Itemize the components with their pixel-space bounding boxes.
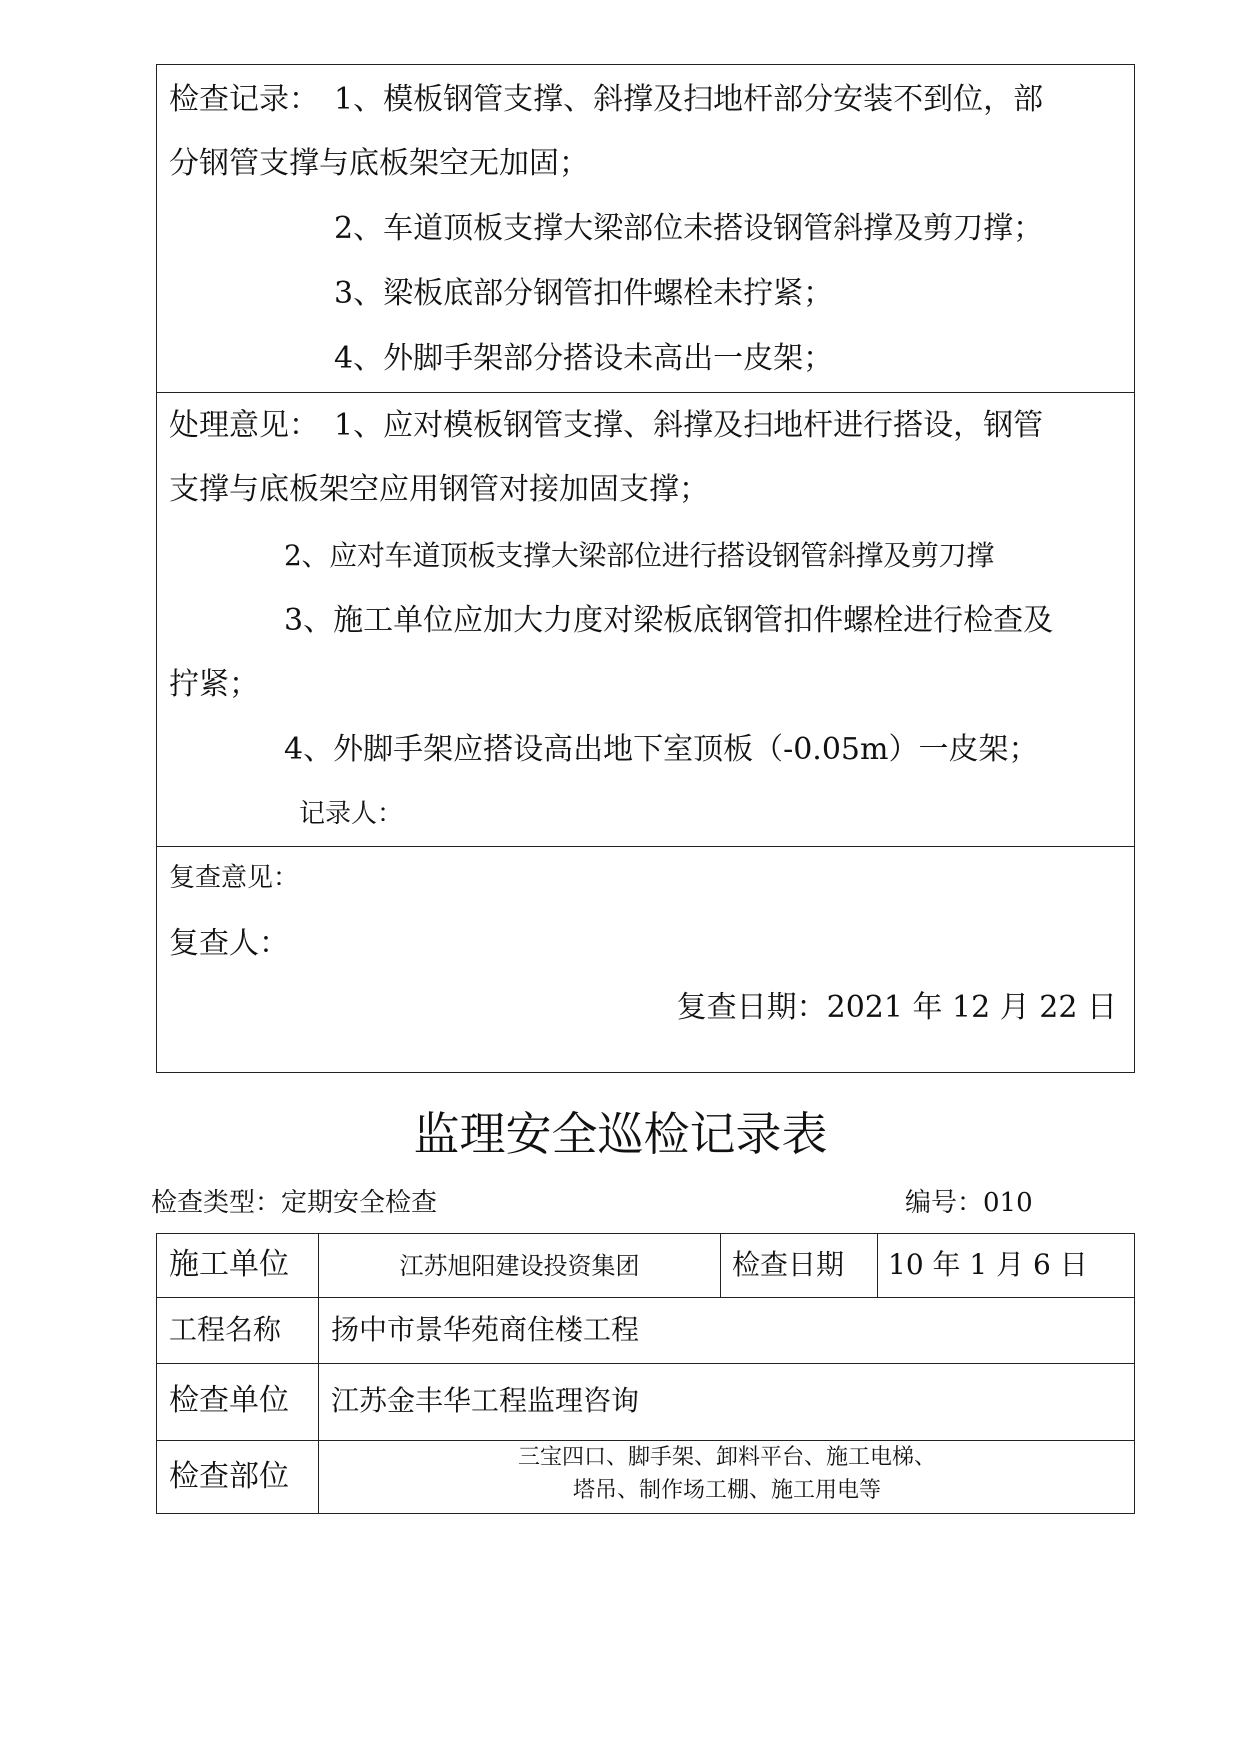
review-date: 复查日期：2021 年 12 月 22 日 <box>676 990 1117 1025</box>
divider-record-handling <box>156 392 1135 393</box>
handling-opinion-item-4: 4、外脚手架应搭设高出地下室顶板（-0.05m）一皮架； <box>284 732 1039 767</box>
serial-number: 编号：010 <box>905 1188 1033 1218</box>
inspection-area-label: 检查部位 <box>169 1459 289 1494</box>
inspection-record-item-4: 4、外脚手架部分搭设未高出一皮架； <box>334 341 834 376</box>
project-name-label: 工程名称 <box>169 1313 282 1346</box>
reviewer-label: 复查人： <box>169 926 289 961</box>
inspection-record-item-2: 2、车道顶板支撑大梁部位未搭设钢管斜撑及剪刀撑； <box>334 211 1044 246</box>
inspection-unit-value: 江苏金丰华工程监理咨询 <box>331 1384 640 1417</box>
inspection-date-label: 检查日期 <box>732 1248 845 1281</box>
inspection-area-line-2: 塔吊、制作场工棚、施工用电等 <box>572 1478 881 1503</box>
table-col-divider-date-value <box>877 1233 878 1298</box>
recorder-label: 记录人： <box>299 799 404 829</box>
handling-opinion-item-1-cont: 支撑与底板架空应用钢管对接加固支撑； <box>169 472 709 507</box>
inspection-record-item-3: 3、梁板底部分钢管扣件螺栓未拧紧； <box>334 276 834 311</box>
handling-opinion-label: 处理意见： <box>169 408 319 443</box>
divider-handling-review <box>156 846 1135 847</box>
project-name-value: 扬中市景华苑商住楼工程 <box>331 1313 640 1346</box>
handling-opinion-item-3-cont: 拧紧； <box>169 667 259 702</box>
construction-unit-value: 江苏旭阳建设投资集团 <box>399 1252 640 1280</box>
inspection-record-label: 检查记录： <box>169 82 319 117</box>
form-title: 监理安全巡检记录表 <box>413 1107 828 1161</box>
inspection-unit-label: 检查单位 <box>169 1383 289 1418</box>
review-opinion-label: 复查意见： <box>169 863 300 893</box>
inspection-date-value: 10 年 1 月 6 日 <box>888 1248 1088 1281</box>
table-row-divider-2 <box>156 1363 1135 1364</box>
inspection-record-item-1-cont: 分钢管支撑与底板架空无加固； <box>169 146 589 181</box>
inspection-type: 检查类型：定期安全检查 <box>151 1188 438 1218</box>
inspection-area-line-1: 三宝四口、脚手架、卸料平台、施工电梯、 <box>517 1445 936 1470</box>
construction-unit-label: 施工单位 <box>169 1247 289 1282</box>
handling-opinion-item-3: 3、施工单位应加大力度对梁板底钢管扣件螺栓进行检查及 <box>284 603 1054 638</box>
handling-opinion-item-1: 1、应对模板钢管支撑、斜撑及扫地杆进行搭设，钢管 <box>334 408 1044 443</box>
handling-opinion-item-2: 2、应对车道顶板支撑大梁部位进行搭设钢管斜撑及剪刀撑 <box>284 539 995 572</box>
table-row-divider-3 <box>156 1440 1135 1441</box>
table-col-divider-date-label <box>720 1233 721 1298</box>
inspection-record-item-1: 1、模板钢管支撑、斜撑及扫地杆部分安装不到位，部 <box>334 82 1044 117</box>
table-row-divider-1 <box>156 1297 1135 1298</box>
